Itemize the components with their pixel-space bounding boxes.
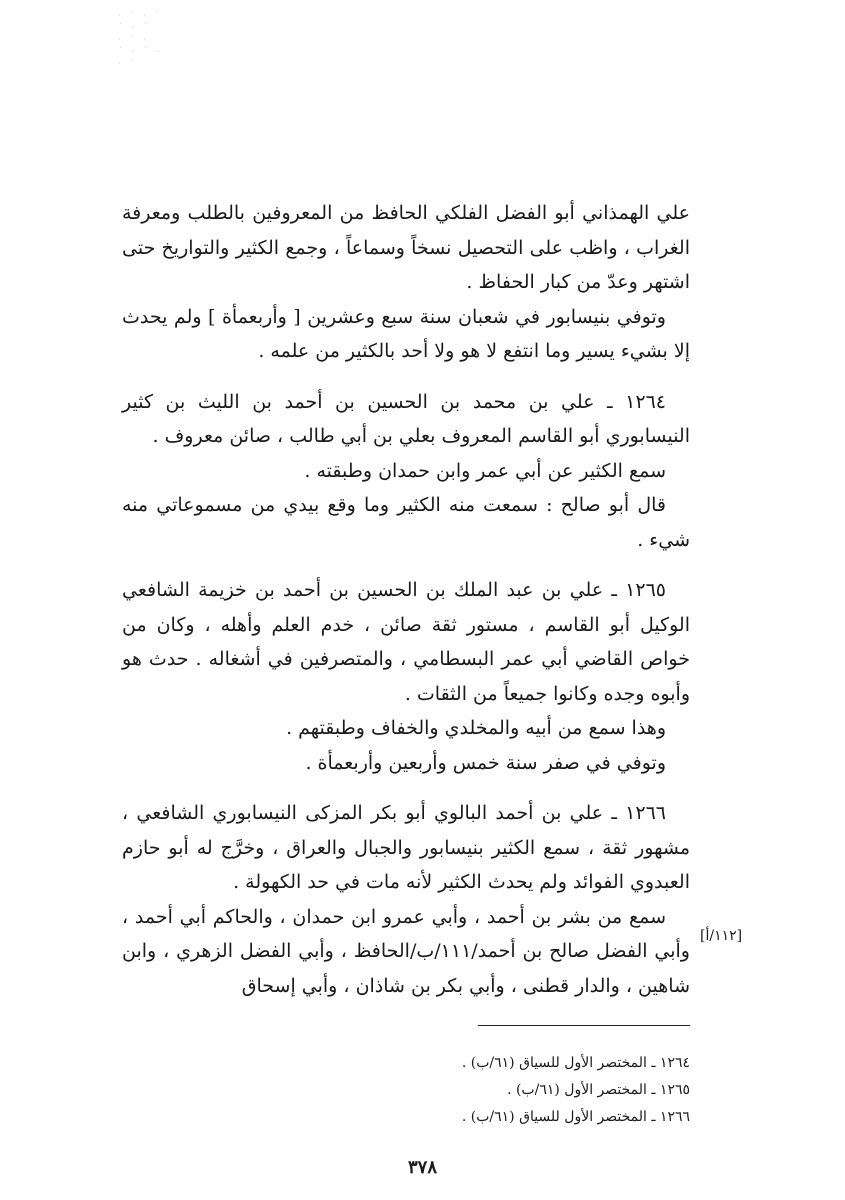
footnotes: [380, 1050, 690, 1131]
entry-1264-heading: ١٢٦٤ ـ علي بن محمد بن الحسين بن أحمد بن الليث بن كثير النيسابوري أبو القاسم المعروف بعلي بن أبي طالب ، صائن معروف .: [122, 390, 690, 447]
paragraph: وتوفي بنيسابور في شعبان سنة سبع وعشرين [ وأربعمأة ] ولم يحدث إلا بشيء يسير وما انتفع لا هو ولا أحد بالكثير من علمه .: [122, 305, 690, 362]
scan-specks: · ˙ · ˙ ˙ · ˙ · ˙ · ˙ · ˙ · · ˙: [118, 11, 163, 69]
entry-1265-heading: ١٢٦٥ ـ علي بن عبد الملك بن الحسين بن أحمد بن خزيمة الشافعي الوكيل أبو القاسم ، مستور ثقة صائن ، خدم العلم وأهله ، وكان من خواص القاضي أبي عمر البسطامي ، والمتصرفين في أشغاله . حدث هو وأبوه وجده وكانوا جميعاً من الثقات .: [122, 579, 690, 705]
paragraph: سمع من بشر بن أحمد ، وأبي عمرو ابن حمدان ، والحاكم أبي أحمد ، وأبي الفضل صالح بن أحمد/١١١/ب/الحافظ ، وأبي الفضل الزهري ، وابن شاهين ، والدار قطنى ، وأبي بكر بن شاذان ، وأبي إسحاق: [122, 905, 690, 997]
main-text: [122, 196, 690, 1003]
footnote: ١٢٦٥ ـ المختصر الأول (٦١/ب) .: [507, 1082, 690, 1098]
footnote: ١٢٦٤ ـ المختصر الأول للسياق (٦١/ب) .: [461, 1055, 690, 1071]
page-number: ٣٧٨: [407, 1157, 437, 1178]
paragraph: وهذا سمع من أبيه والمخلدي والخفاف وطبقتهم .: [286, 717, 666, 739]
paragraph: قال أبو صالح : سمعت منه الكثير وما وقع بيدي من مسموعاتي منه شيء .: [122, 494, 690, 551]
manuscript-folio-marker: [١١٢/أ]: [700, 928, 743, 944]
footnote: ١٢٦٦ ـ المختصر الأول للسياق (٦١/ب) .: [461, 1109, 690, 1125]
paragraph: سمع الكثير عن أبي عمر وابن حمدان وطبقته .: [304, 459, 666, 482]
paragraph: وتوفي في صفر سنة خمس وأربعين وأربعمأة .: [305, 751, 666, 774]
paragraph: علي الهمذاني أبو الفضل الفلكي الحافظ من المعروفين بالطلب ومعرفة الغراب ، واظب على التحصيل نسخاً وسماعاً ، وجمع الكثير والتواريخ حتى اشتهر وعدّ من كبار الحفاظ .: [122, 202, 690, 293]
entry-1266-heading: ١٢٦٦ ـ علي بن أحمد البالوي أبو بكر المزكى النيسابوري الشافعي ، مشهور ثقة ، سمع الكثير بنيسابور والجبال والعراق ، وخرَّج له أبو حازم العبدوي الفوائد ولم يحدث الكثير لأنه مات في حد الكهولة .: [122, 802, 690, 893]
footnote-separator: [478, 1025, 690, 1026]
